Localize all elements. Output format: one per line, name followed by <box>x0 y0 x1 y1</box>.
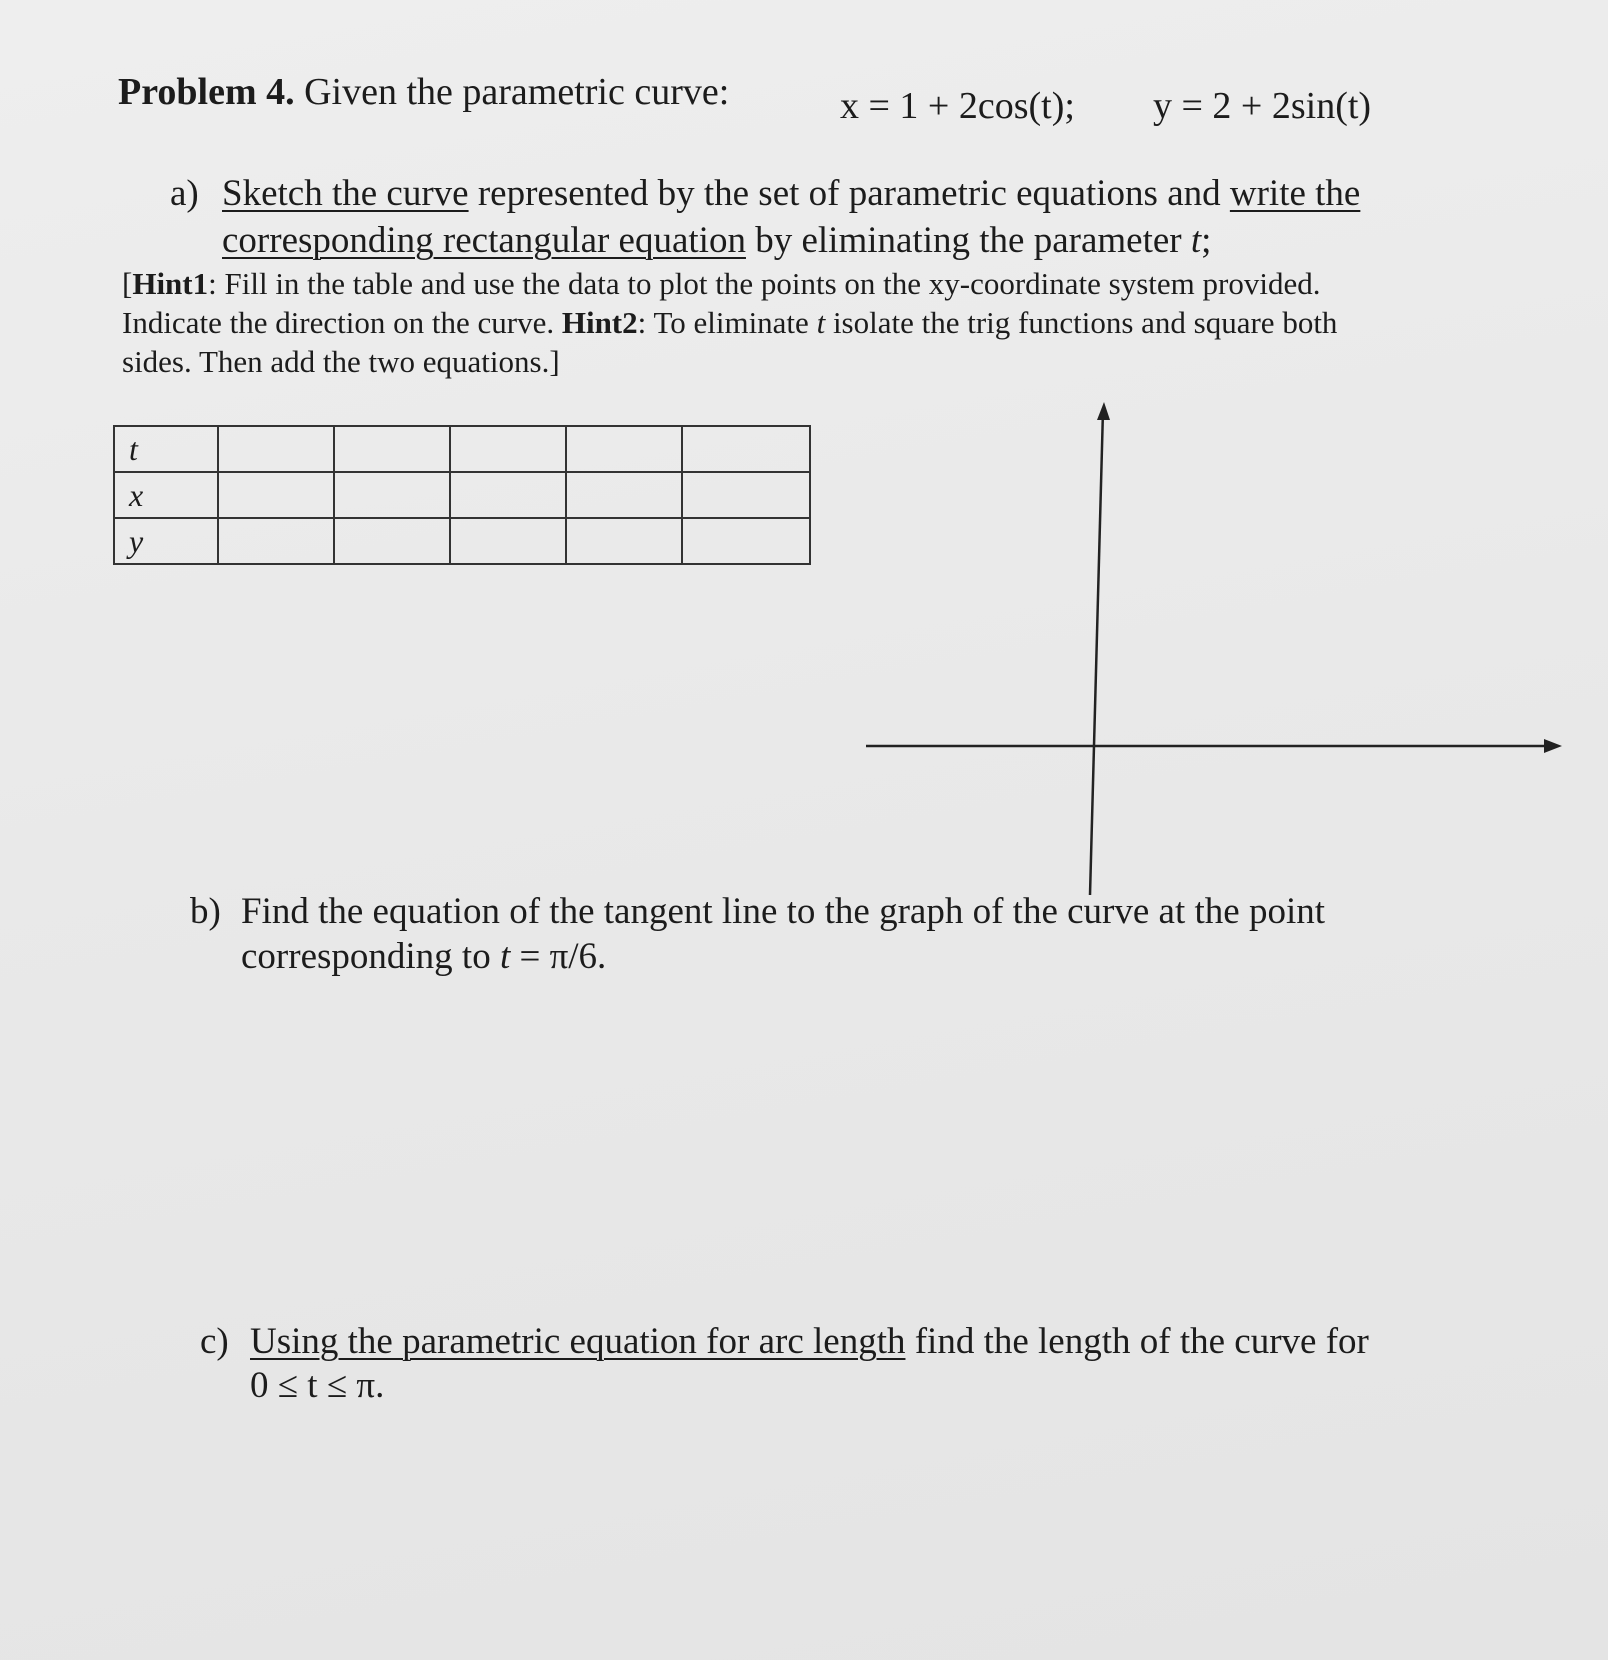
part-b-letter: b) <box>190 891 221 932</box>
equation-y: y = 2 + 2sin(t) <box>1153 85 1372 127</box>
part-c-line-1 <box>250 1320 1369 1363</box>
part-a-text-1: represented by the set of parametric equations and <box>468 173 1230 214</box>
part-b-line-2-start: corresponding to <box>241 936 500 977</box>
part-b-line-2 <box>241 935 606 978</box>
hint2-text-a: : To eliminate <box>637 305 817 340</box>
part-b-line-1: Find the equation of the tangent line to the graph of the curve at the point <box>241 891 1326 932</box>
part-a-param: t <box>1190 220 1202 261</box>
hint-line-2-start: Indicate the direction on the curve. <box>122 305 562 340</box>
row-label-x: x <box>114 472 218 518</box>
part-a-underlined-1: Sketch the curve <box>222 173 469 214</box>
hint1-text: : Fill in the table and use the data to plot the points on the xy-coordinate system provided. <box>208 266 1321 301</box>
hint2-text-b: isolate the trig functions and square both <box>825 305 1338 340</box>
part-a-underlined-2a: write the <box>1229 173 1361 214</box>
part-a-text-2-end: ; <box>1201 220 1212 261</box>
hint-open-bracket: [ <box>122 266 133 301</box>
part-a-text-2: by eliminating the parameter <box>745 220 1191 261</box>
problem-intro: Given the parametric curve: <box>304 71 730 113</box>
equation-x: x = 1 + 2cos(t); <box>840 85 1075 127</box>
row-label-y: y <box>114 518 218 564</box>
part-c-underlined: Using the parametric equation for arc length <box>250 1321 906 1362</box>
hint2-label: Hint2 <box>561 305 638 340</box>
hint2-t: t <box>816 305 826 340</box>
x-axis-arrow-icon <box>1544 739 1562 753</box>
hint1-label: Hint1 <box>132 266 209 301</box>
part-a-letter: a) <box>170 173 199 214</box>
hint-line-3: sides. Then add the two equations.] <box>122 344 560 379</box>
part-c-letter: c) <box>200 1321 229 1362</box>
problem-label: Problem 4. <box>118 71 295 113</box>
y-axis <box>1090 410 1103 895</box>
part-b-line-2-end: = π/6. <box>510 936 607 977</box>
part-c-line-2: 0 ≤ t ≤ π. <box>250 1365 385 1406</box>
part-b-t: t <box>499 936 511 977</box>
y-axis-arrow-icon <box>1097 402 1110 420</box>
part-a-underlined-2b: corresponding rectangular equation <box>222 220 746 261</box>
row-label-t: t <box>114 426 218 472</box>
part-c-text: find the length of the curve for <box>905 1321 1369 1362</box>
